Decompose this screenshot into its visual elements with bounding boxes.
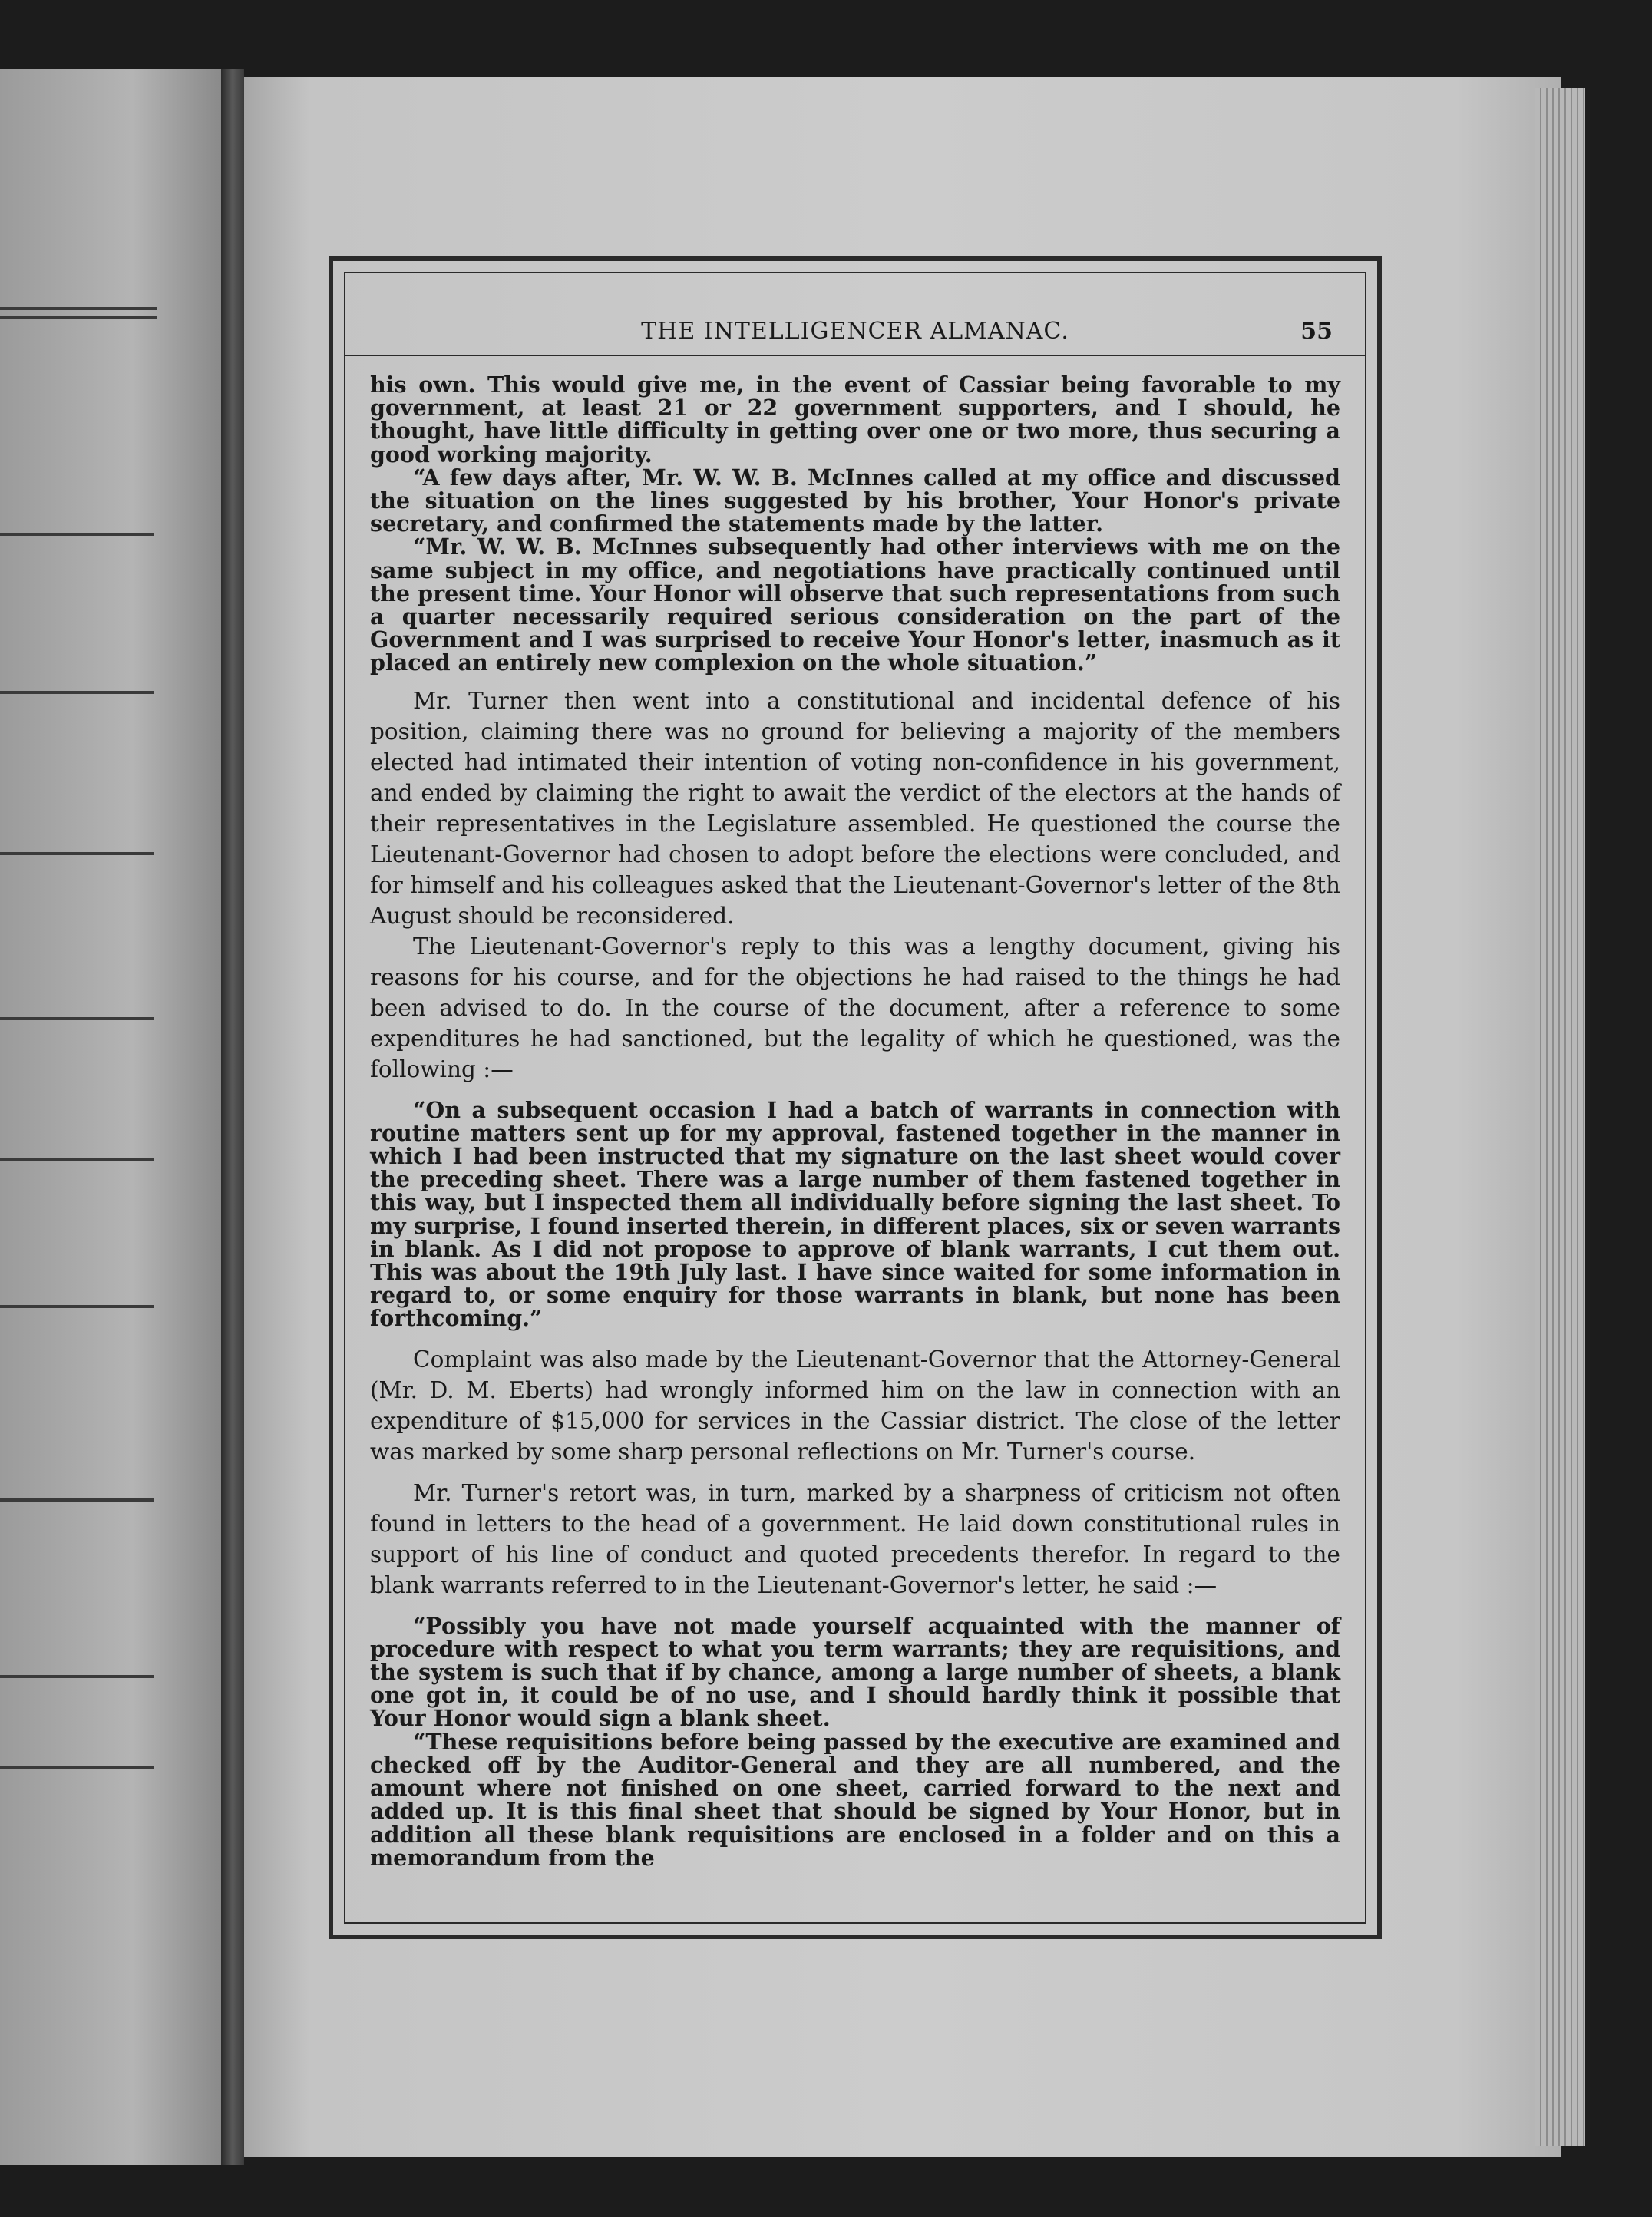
- rule-line: [0, 316, 157, 319]
- rule-line: [0, 307, 157, 310]
- paragraph: “Mr. W. W. B. McInnes subsequently had other interviews with me on the same subject in my office, and negotiations have practically continued until the present time. Your Honor will observe that such representations from such a quarter necessarily required serious consideration on the part of the Government and I was surprised to receive Your Honor's letter, inasmuch as it placed an entirely new complexion on the whole situation.”: [370, 534, 1340, 676]
- rule-line: [0, 1158, 154, 1161]
- rule-line: [0, 1766, 154, 1769]
- rule-line: [0, 533, 154, 536]
- running-header: [345, 273, 1365, 356]
- rule-line: [0, 852, 154, 855]
- paragraph: “These requisitions before being passed by the executive are examined and checked off by the Auditor-General and they are all numbered, and the amount where not finished on one sheet, carried forward to the next and added up. It is this final sheet that should be signed by Your Honor, but in addition all these blank requisitions are enclosed in a folder and on this a memorandum from the: [370, 1728, 1340, 1871]
- paragraph: “Possibly you have not made yourself acquainted with the manner of procedure with respect to what you term warrants; they are requisitions, and the system is such that if by chance, among a large number of sheets, a blank one got in, it could be of no use, and I should hardly think it possible that Your Honor would sign a blank sheet.: [370, 1612, 1340, 1732]
- paragraph: “On a subsequent occasion I had a batch of warrants in connection with routine matters sent up for my approval, fastened together in the manner in which I had been instructed that my signature on the last sheet would cover the preceding sheet. There was a large number of them fastened together in this way, but I inspected them all individually before signing the last sheet. To my surprise, I found inserted therein, in different places, six or seven warrants in blank. As I did not propose to approve of blank warrants, I cut them out. This was about the 19th July last. I have since waited for some information in regard to, or some enquiry for those warrants in blank, but none has been forthcoming.”: [370, 1096, 1340, 1332]
- rule-line: [0, 1305, 154, 1308]
- page-frame-inner: [344, 272, 1366, 1924]
- running-title: THE INTELLIGENCER ALMANAC.: [641, 318, 1069, 345]
- paragraph: his own. This would give me, in the event of Cassiar being favorable to my government, at least 21 or 22 government supporters, and I should, he thought, have little difficulty in getting over one or two more, thus securing a good working majority.: [370, 372, 1340, 468]
- paragraph: “A few days after, Mr. W. W. B. McInnes called at my office and discussed the situation on the lines suggested by his brother, Your Honor's private secretary, and confirmed the statements made by the latter.: [370, 464, 1340, 537]
- paragraph: Complaint was also made by the Lieutenant-Governor that the Attorney-General (Mr. D. M. Eberts) had wrongly informed him on the law in connection with an expenditure of $15,000 for services in the Cassiar district. The close of the letter was marked by some sharp personal reflections on Mr. Turner's course.: [370, 1346, 1340, 1465]
- page-frame: [329, 256, 1382, 1939]
- left-page-edge: [0, 69, 221, 2165]
- rule-line: [0, 1498, 154, 1502]
- rule-line: [0, 1017, 154, 1020]
- paragraph: Mr. Turner's retort was, in turn, marked by a sharpness of criticism not often found in letters to the head of a government. He laid down constitutional rules in support of his line of conduct and quoted precedents therefor. In regard to the blank warrants referred to in the Lieutenant-Governor's letter, he said :—: [370, 1479, 1340, 1598]
- page-number: 55: [1300, 318, 1333, 345]
- body-text: [370, 373, 1340, 1869]
- paragraph: The Lieutenant-Governor's reply to this was a lengthy document, giving his reasons for his course, and for the objections he had raised to the things he had been advised to do. In the course of the document, after a reference to some expenditures he had sanctioned, but the legality of which he questioned, was the following :—: [370, 933, 1340, 1082]
- rule-line: [0, 691, 154, 694]
- page-stack-edge: [1535, 88, 1585, 2146]
- rule-line: [0, 1675, 154, 1678]
- paragraph: Mr. Turner then went into a constitutional and incidental defence of his position, claiming there was no ground for believing a majority of the members elected had intimated their intention of voting non-confidence in his government, and ended by claiming the right to await the verdict of the electors at the hands of their representatives in the Legislature assembled. He questioned the course the Lieutenant-Governor had chosen to adopt before the elections were concluded, and for himself and his colleagues asked that the Lieutenant-Governor's letter of the 8th August should be reconsidered.: [370, 687, 1340, 929]
- book-gutter: [221, 69, 244, 2165]
